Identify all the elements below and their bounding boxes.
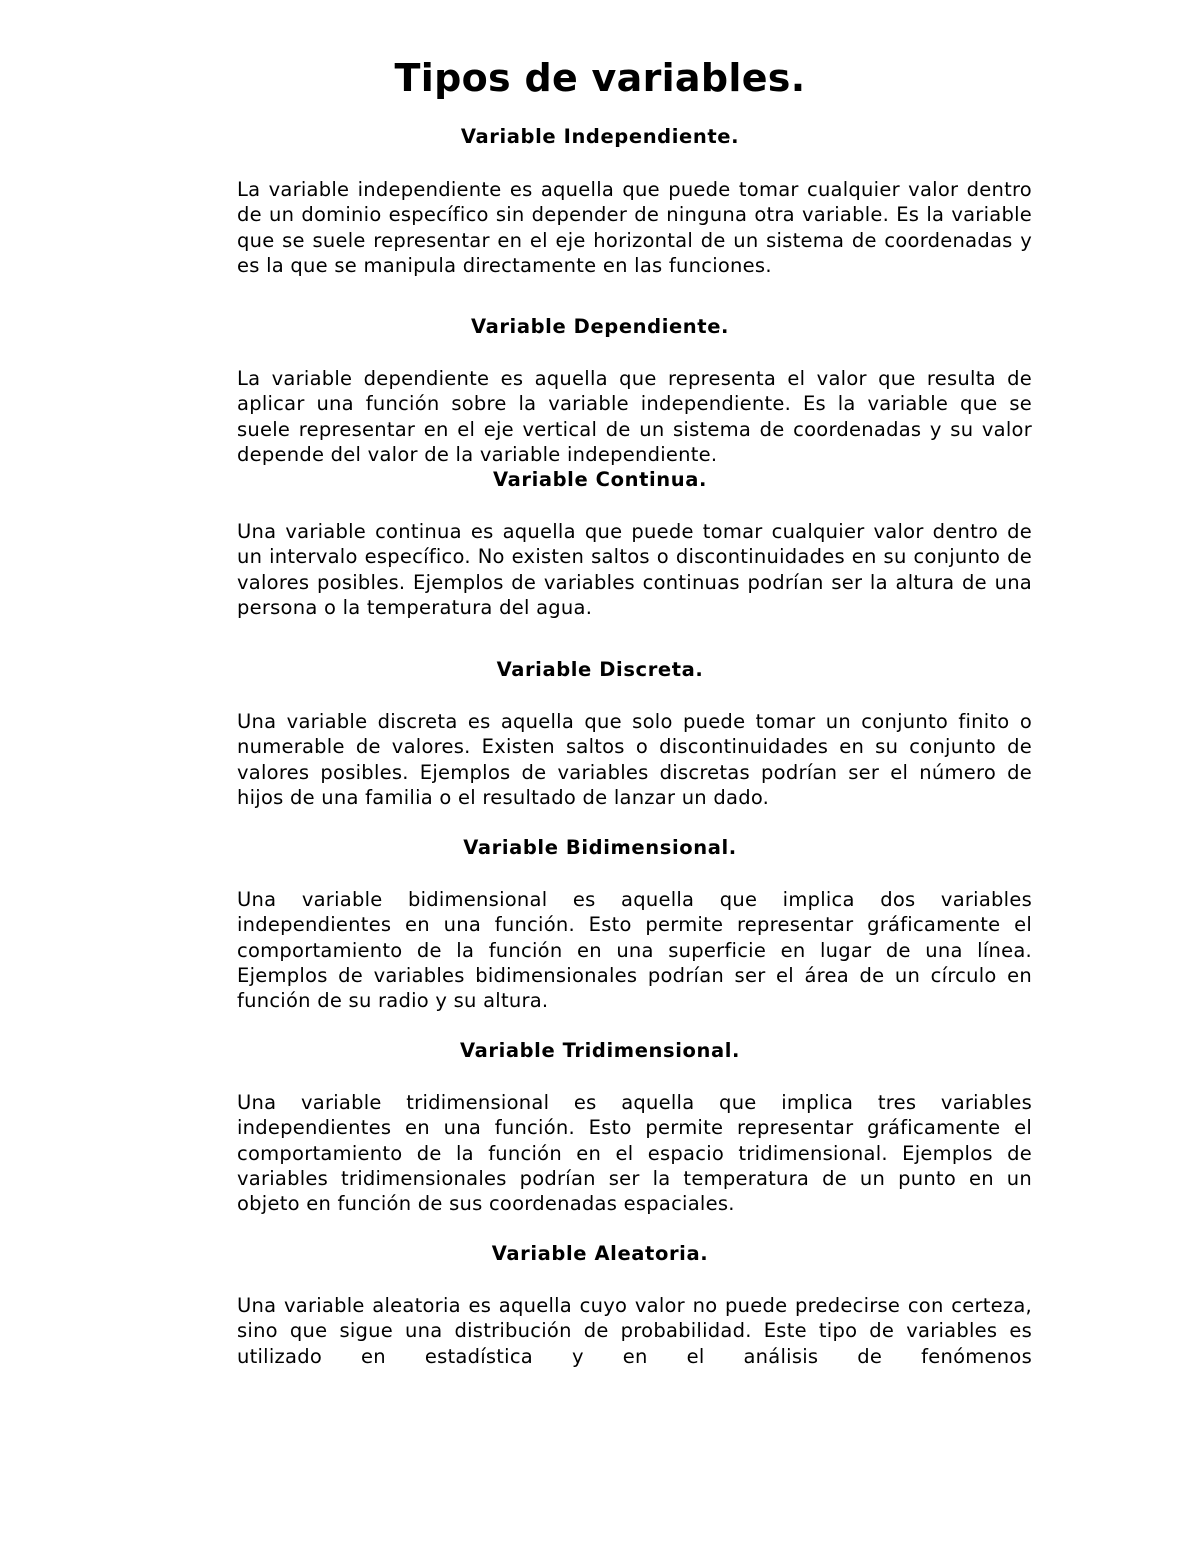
- section-heading-tridimensional: Variable Tridimensional.: [459, 1039, 741, 1062]
- section-heading-aleatoria: Variable Aleatoria.: [491, 1242, 709, 1265]
- section-heading-dependiente: Variable Dependiente.: [470, 315, 730, 338]
- section-body-bidimensional: Una variable bidimensional es aquella que implica dos variables independientes en una función. Esto permite representar gráficamente el comportamiento de la función en una superficie en lugar de una línea. Ejemplos de variables bidimensionales podrían ser el área de un círculo en función de su radio y su altura.: [237, 888, 1032, 1013]
- section-body-dependiente: La variable dependiente es aquella que representa el valor que resulta de aplicar una función sobre la variable independiente. Es la variable que se suele representar en el eje vertical de un sistema de coordenadas y su valor depende del valor de la variable independiente.: [237, 367, 1032, 466]
- section-heading-continua: Variable Continua.: [492, 468, 708, 491]
- section-body-independiente: La variable independiente es aquella que puede tomar cualquier valor dentro de un dominio específico sin depender de ninguna otra variable. Es la variable que se suele representar en el eje horizontal de un sistema de coordenadas y es la que se manipula directamente en las funciones.: [237, 178, 1032, 277]
- section-heading-discreta: Variable Discreta.: [496, 658, 704, 681]
- section-heading-independiente: Variable Independiente.: [460, 125, 740, 148]
- section-body-tridimensional: Una variable tridimensional es aquella que implica tres variables independientes en una función. Esto permite representar gráficamente el comportamiento de la función en el espacio tridimensional. Ejemplos de variables tridimensionales podrían ser la temperatura de un punto en un objeto en función de sus coordenadas espaciales.: [237, 1091, 1032, 1216]
- section-body-aleatoria: Una variable aleatoria es aquella cuyo valor no puede predecirse con certeza, sino que sigue una distribución de probabilidad. Este tipo de variables es utilizado en estadística y en el análisis de fenómenos: [237, 1294, 1032, 1368]
- page-title: Tipos de variables.: [394, 56, 806, 100]
- section-body-continua: Una variable continua es aquella que puede tomar cualquier valor dentro de un intervalo específico. No existen saltos o discontinuidades en su conjunto de valores posibles. Ejemplos de variables continuas podrían ser la altura de una persona o la temperatura del agua.: [237, 520, 1032, 619]
- section-body-discreta: Una variable discreta es aquella que solo puede tomar un conjunto finito o numerable de valores. Existen saltos o discontinuidades en su conjunto de valores posibles. Ejemplos de variables discretas podrían ser el número de hijos de una familia o el resultado de lanzar un dado.: [237, 710, 1032, 809]
- section-heading-bidimensional: Variable Bidimensional.: [463, 836, 737, 859]
